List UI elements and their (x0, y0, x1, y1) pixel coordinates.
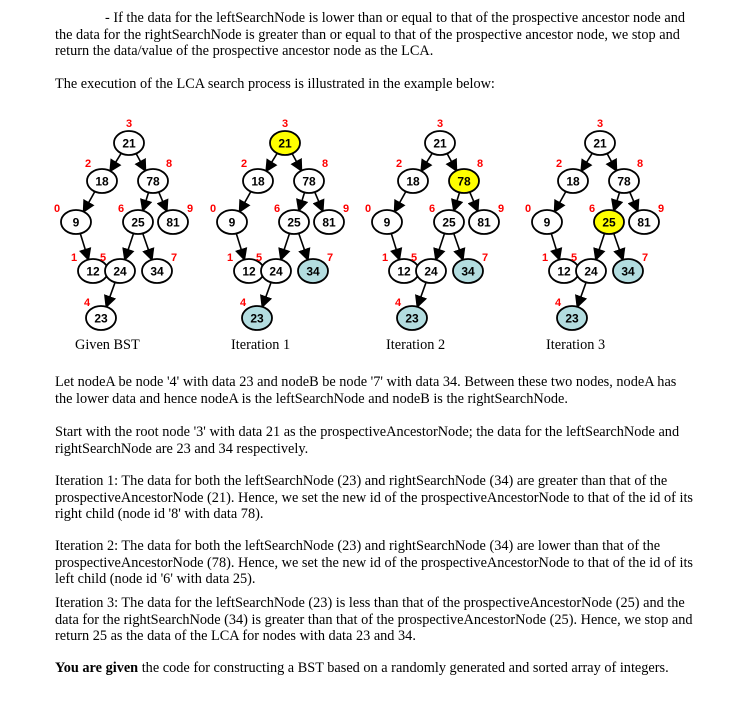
node-data: 25 (442, 215, 456, 230)
node-id: 8 (476, 158, 484, 170)
node-data: 25 (131, 215, 145, 230)
node-data: 9 (228, 215, 236, 230)
node-id: 0 (364, 203, 372, 215)
tree-edge (299, 191, 305, 210)
node-data: 24 (269, 264, 283, 279)
tree-edge (436, 232, 445, 259)
tree-edge (236, 232, 244, 259)
node-id: 5 (99, 252, 107, 264)
tree-edge (554, 190, 566, 212)
bst-tree (525, 118, 664, 330)
node-id: 0 (209, 203, 217, 215)
tree-edge (106, 281, 115, 307)
node-id: 9 (186, 203, 194, 215)
node-id: 3 (436, 118, 444, 130)
node-id: 2 (84, 158, 92, 170)
node-data: 78 (302, 174, 316, 189)
node-id: 1 (541, 252, 549, 264)
tree-edge (614, 191, 620, 210)
tree-edge (83, 190, 95, 212)
node-data: 25 (287, 215, 301, 230)
tree-caption: Iteration 3 (546, 337, 606, 353)
tree-edge (298, 232, 308, 260)
bst-tree (210, 118, 349, 330)
node-data: 12 (397, 264, 411, 279)
tree-edge (469, 191, 478, 211)
node-id: 9 (497, 203, 505, 215)
node-data: 12 (86, 264, 100, 279)
node-data: 81 (477, 215, 491, 230)
node-id: 3 (281, 118, 289, 130)
tree-edge (417, 281, 426, 307)
node-id: 4 (83, 297, 91, 309)
node-data: 23 (565, 311, 579, 326)
node-data: 23 (405, 311, 419, 326)
paragraph-start: Start with the root node '3' with data 21 as the prospectiveAncestorNode; the data for the leftSearchNode and rightSearchNode are 23 and 34 respectively. (55, 424, 680, 457)
node-id: 2 (240, 158, 248, 170)
node-data: 21 (278, 136, 292, 151)
tree-edge (629, 191, 638, 211)
tree-edge (613, 232, 623, 260)
node-data: 78 (457, 174, 471, 189)
node-data: 78 (146, 174, 160, 189)
node-id: 4 (554, 297, 562, 309)
node-data: 12 (242, 264, 256, 279)
tree-edge (314, 191, 323, 211)
node-data: 18 (406, 174, 420, 189)
tree-edge (291, 152, 301, 171)
node-id: 7 (326, 252, 334, 264)
tree-edge (577, 281, 586, 307)
paragraph-stop-rule: - If the data for the leftSearchNode is lower than or equal to that of the prospective ancestor node and the data for the rightSearchNode is greater than or equal to that of the prospective ancestor node, we stop and return the data/value of the prospective ancestor node as the LCA. (55, 10, 685, 59)
tree-edge (391, 232, 399, 259)
tree-edge (551, 232, 559, 259)
node-id: 9 (657, 203, 665, 215)
node-id: 0 (53, 203, 61, 215)
bst-tree (54, 118, 193, 330)
node-id: 5 (570, 252, 578, 264)
node-id: 7 (170, 252, 178, 264)
tree-edge (606, 152, 616, 171)
node-id: 5 (410, 252, 418, 264)
node-data: 21 (122, 136, 136, 151)
given-rest: the code for constructing a BST based on a randomly generated and sorted array of integers. (138, 660, 669, 676)
tree-edge (453, 232, 463, 260)
node-data: 81 (322, 215, 336, 230)
tree-caption: Iteration 1 (231, 337, 291, 353)
tree-edge (80, 232, 88, 259)
node-data: 34 (461, 264, 475, 279)
node-id: 7 (641, 252, 649, 264)
node-id: 1 (70, 252, 78, 264)
tree-edge (266, 152, 278, 171)
node-id: 9 (342, 203, 350, 215)
bst-figure (0, 105, 751, 345)
bst-tree (365, 118, 504, 330)
node-data: 24 (584, 264, 598, 279)
tree-edge (446, 152, 456, 171)
tree-edge (110, 152, 122, 171)
tree-edge (596, 232, 605, 259)
tree-edge (125, 232, 134, 259)
paragraph-iteration-3: Iteration 3: The data for the leftSearchNode (23) is less than that of the prospectiveAncestorNode (25) and the data for the rightSearchNode (34) is greater than that of the prospectiveAncestorNode (25). Hence, we stop and return 25 as the data of the LCA for nodes with data 23 and 34. (55, 595, 693, 644)
node-data: 81 (166, 215, 180, 230)
node-id: 8 (165, 158, 173, 170)
tree-edge (394, 190, 406, 212)
tree-edge (158, 191, 167, 211)
node-id: 1 (226, 252, 234, 264)
node-id: 3 (125, 118, 133, 130)
node-id: 5 (255, 252, 263, 264)
tree-edge (135, 152, 145, 171)
node-id: 4 (394, 297, 402, 309)
node-id: 8 (321, 158, 329, 170)
paragraph-intro: The execution of the LCA search process is illustrated in the example below: (55, 76, 495, 92)
node-data: 81 (637, 215, 651, 230)
node-data: 78 (617, 174, 631, 189)
node-id: 7 (481, 252, 489, 264)
node-data: 18 (251, 174, 265, 189)
node-id: 8 (636, 158, 644, 170)
node-data: 24 (113, 264, 127, 279)
node-id: 3 (596, 118, 604, 130)
node-data: 9 (72, 215, 80, 230)
node-id: 2 (555, 158, 563, 170)
node-data: 21 (433, 136, 447, 151)
node-id: 2 (395, 158, 403, 170)
node-id: 4 (239, 297, 247, 309)
node-data: 18 (566, 174, 580, 189)
tree-edge (262, 281, 271, 307)
node-data: 25 (602, 215, 616, 230)
node-data: 9 (543, 215, 551, 230)
node-id: 0 (524, 203, 532, 215)
node-id: 6 (588, 203, 596, 215)
node-data: 23 (94, 311, 108, 326)
paragraph-nodes: Let nodeA be node '4' with data 23 and nodeB be node '7' with data 34. Between these two nodes, nodeA has the lower data and hence nodeA is the leftSearchNode and nodeB is the rightSearchNode. (55, 374, 677, 407)
tree-edge (421, 152, 433, 171)
node-data: 12 (557, 264, 571, 279)
tree-edge (581, 152, 593, 171)
tree-caption: Iteration 2 (386, 337, 446, 353)
tree-edge (281, 232, 290, 259)
node-id: 6 (273, 203, 281, 215)
tree-edge (142, 232, 152, 260)
node-data: 18 (95, 174, 109, 189)
paragraph-given-code (55, 660, 695, 677)
node-data: 21 (593, 136, 607, 151)
tree-edge (454, 191, 460, 210)
paragraph-iteration-2: Iteration 2: The data for both the leftSearchNode (23) and rightSearchNode (34) are lower than that of the prospectiveAncestorNode (78). Hence, we set the new id of the prospectiveAncestorNode to that of the id of its left child (node id '6' with data 25). (55, 538, 693, 587)
node-id: 6 (428, 203, 436, 215)
given-bold: You are given (55, 660, 139, 676)
node-data: 24 (424, 264, 438, 279)
node-data: 34 (621, 264, 635, 279)
paragraph-iteration-1: Iteration 1: The data for both the leftSearchNode (23) and rightSearchNode (34) are greater than that of the prospectiveAncestorNode (21). Hence, we set the new id of the prospectiveAncestorNode to that of the id of its right child (node id '8' with data 78). (55, 473, 693, 522)
node-data: 34 (150, 264, 164, 279)
tree-edge (143, 191, 149, 210)
node-id: 1 (381, 252, 389, 264)
tree-caption: Given BST (75, 337, 140, 353)
tree-edge (239, 190, 251, 212)
node-id: 6 (117, 203, 125, 215)
node-data: 23 (250, 311, 264, 326)
node-data: 9 (383, 215, 391, 230)
node-data: 34 (306, 264, 320, 279)
